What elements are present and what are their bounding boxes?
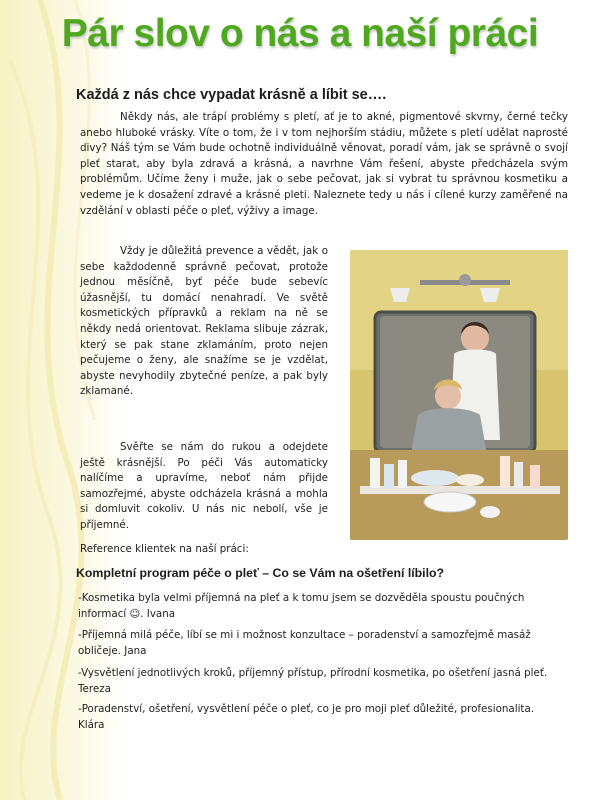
review-ivana: -Kosmetika byla velmi příjemná na pleť a k tomu jsem se dozvěděla spoustu poučných informací ☺. Ivana: [78, 592, 525, 620]
page-title: Pár slov o nás a naší práci: [61, 12, 539, 55]
review-tereza: -Vysvětlení jednotlivých kroků, příjemný přístup, přírodní kosmetika, po ošetření jasná pleť. Tereza: [78, 667, 548, 695]
prevention-paragraph: Vždy je důležitá prevence a vědět, jak o sebe každodenně správně pečovat, protože jednou měsíčně, byť péče bude sebevíc úžasnější, tu domácí nenahradí. Ve světě kosmetických přípravků a reklam na ně se někdy nedá orientovat. Reklama slibuje zázrak, který se pak stane zklamáním, proto nejen pečujeme o ženy, ale snažíme se je vzdělat, abyste nevyhodily zbytečné peníze, a pak byly zklamané.: [80, 245, 328, 398]
references-intro: Reference klientek na naší práci:: [80, 543, 249, 555]
review-jana: -Příjemná milá péče, líbí se mi i možnost konzultace – poradenství a samozřejmě masáž obličeje. Jana: [78, 629, 531, 657]
review-klara: -Poradenství, ošetření, vysvětlení péče o pleť, co je pro moji pleť důležité, profesionalita. Klára: [78, 703, 535, 731]
section-heading: Každá z nás chce vypadat krásně a líbit se….: [76, 87, 387, 103]
references-heading: Kompletní program péče o pleť – Co se Vám na ošetření líbilo?: [76, 566, 445, 580]
salon-photo: [350, 250, 568, 540]
trust-paragraph: Svěřte se nám do rukou a odejdete ještě krásnější. Po péči Vás automaticky nalíčíme a upravíme, neboť nám přijde samozřejmé, abyste odcházela krásná a mohla si domluvit cokoliv. U nás nic nebolí, vše je příjemné.: [80, 441, 328, 531]
intro-paragraph: Někdy nás, ale trápí problémy s pletí, ať je to akné, pigmentové skvrny, černé tečky anebo hluboké vrásky. Víte o tom, že i v tom nejhorším stádiu, můžete s pletí udělat naprosté divy? Náš tým se Vám bude ochotně individuálně věnovat, poradí vám, jak se správně o svojí pleť starat, aby byla zdravá a krásná, a navrhne Vám řešení, abyste předcházela svým problémům. Učíme ženy i muže, jak o sebe pečovat, jak si vybrat tu správnou kosmetiku a vedeme je k dosažení zdravé a krásné pleti. Naleznete tedy u nás i cílené kurzy zaměřené na vzdělání v oblasti péče o pleť, výživy a image.: [80, 111, 568, 217]
